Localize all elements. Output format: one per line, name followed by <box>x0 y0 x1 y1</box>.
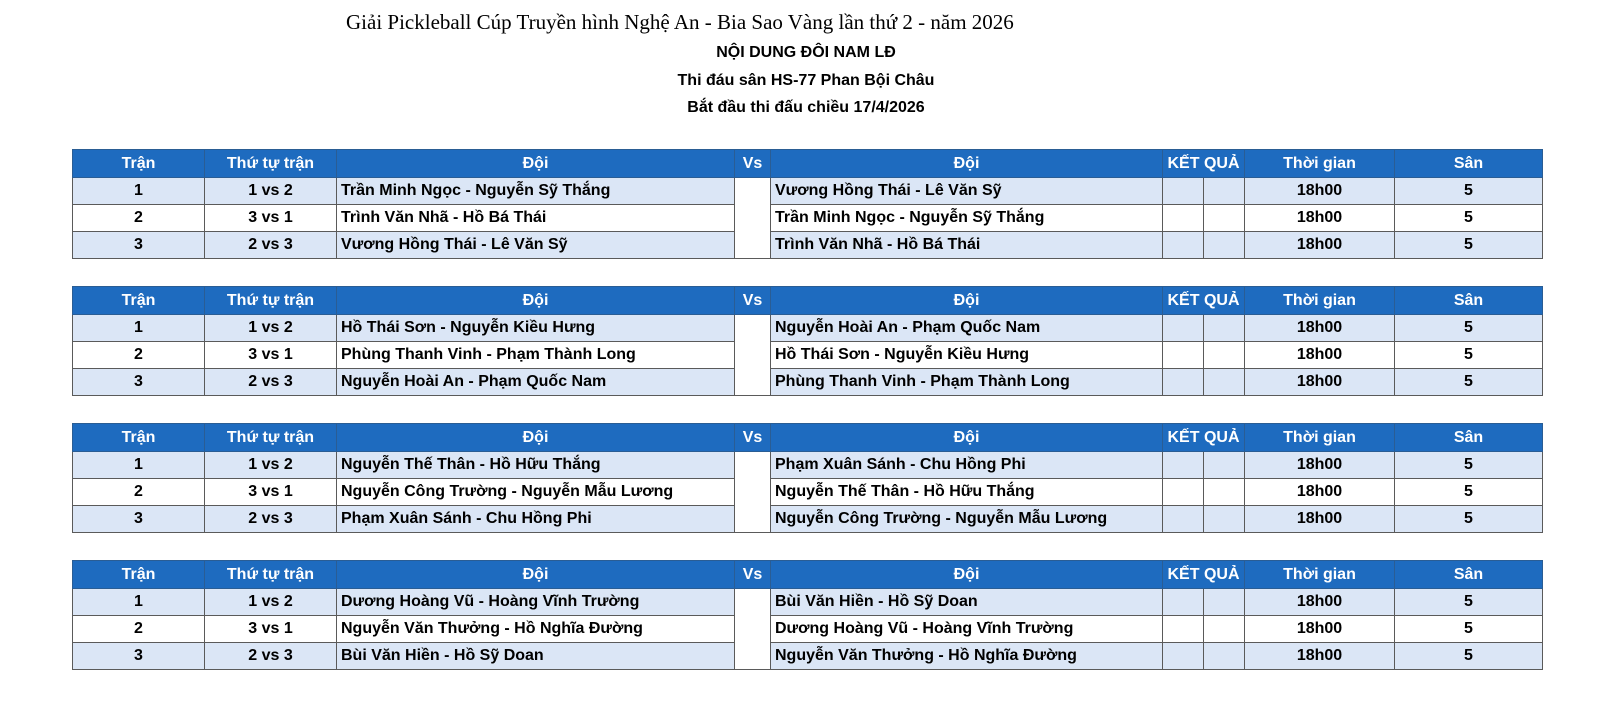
team-b: Phùng Thanh Vinh - Phạm Thành Long <box>771 369 1163 396</box>
table-row <box>73 178 1543 205</box>
court-number: 5 <box>1395 616 1543 643</box>
table-row <box>73 452 1543 479</box>
score-a-cell[interactable] <box>1163 205 1204 232</box>
col-court: Sân <box>1395 561 1543 589</box>
team-b: Hồ Thái Sơn - Nguyễn Kiều Hưng <box>771 342 1163 369</box>
col-team-a: Đội <box>337 287 735 315</box>
vs-cell <box>735 643 771 670</box>
match-number: 2 <box>73 342 205 369</box>
team-b: Nguyễn Công Trường - Nguyễn Mẫu Lương <box>771 506 1163 533</box>
match-number: 3 <box>73 369 205 396</box>
col-team-a: Đội <box>337 561 735 589</box>
score-b-cell[interactable] <box>1204 205 1245 232</box>
event-name: NỘI DUNG ĐÔI NAM LĐ <box>716 44 896 61</box>
table-header-row <box>73 150 1543 178</box>
col-order: Thứ tự trận <box>205 424 337 452</box>
col-court: Sân <box>1395 150 1543 178</box>
team-b: Nguyễn Văn Thưởng - Hồ Nghĩa Đường <box>771 643 1163 670</box>
score-a-cell[interactable] <box>1163 506 1204 533</box>
col-result: KẾT QUẢ <box>1163 287 1245 315</box>
score-a-cell[interactable] <box>1163 589 1204 616</box>
score-b-cell[interactable] <box>1204 452 1245 479</box>
team-a: Nguyễn Thế Thân - Hồ Hữu Thắng <box>337 452 735 479</box>
match-number: 2 <box>73 479 205 506</box>
col-result: KẾT QUẢ <box>1163 561 1245 589</box>
score-b-cell[interactable] <box>1204 369 1245 396</box>
team-b: Trần Minh Ngọc - Nguyễn Sỹ Thắng <box>771 205 1163 232</box>
table-row <box>73 479 1543 506</box>
score-a-cell[interactable] <box>1163 616 1204 643</box>
score-b-cell[interactable] <box>1204 479 1245 506</box>
team-b: Dương Hoàng Vũ - Hoàng Vĩnh Trường <box>771 616 1163 643</box>
vs-cell <box>735 506 771 533</box>
table-header-row <box>73 424 1543 452</box>
col-court: Sân <box>1395 287 1543 315</box>
score-a-cell[interactable] <box>1163 178 1204 205</box>
vs-cell <box>735 369 771 396</box>
match-order: 1 vs 2 <box>205 315 337 342</box>
score-b-cell[interactable] <box>1204 342 1245 369</box>
col-order: Thứ tự trận <box>205 561 337 589</box>
match-number: 2 <box>73 205 205 232</box>
match-order: 3 vs 1 <box>205 479 337 506</box>
team-a: Phạm Xuân Sánh - Chu Hồng Phi <box>337 506 735 533</box>
score-b-cell[interactable] <box>1204 178 1245 205</box>
court-number: 5 <box>1395 342 1543 369</box>
team-a: Bùi Văn Hiền - Hồ Sỹ Doan <box>337 643 735 670</box>
match-order: 2 vs 3 <box>205 232 337 259</box>
match-order: 1 vs 2 <box>205 178 337 205</box>
col-vs: Vs <box>735 287 771 315</box>
score-a-cell[interactable] <box>1163 369 1204 396</box>
col-team-b: Đội <box>771 150 1163 178</box>
col-team-b: Đội <box>771 287 1163 315</box>
match-time: 18h00 <box>1245 452 1395 479</box>
match-order: 2 vs 3 <box>205 643 337 670</box>
match-order: 1 vs 2 <box>205 452 337 479</box>
match-number: 1 <box>73 589 205 616</box>
team-a: Nguyễn Văn Thưởng - Hồ Nghĩa Đường <box>337 616 735 643</box>
team-a: Dương Hoàng Vũ - Hoàng Vĩnh Trường <box>337 589 735 616</box>
col-time: Thời gian <box>1245 561 1395 589</box>
table-row <box>73 232 1543 259</box>
score-b-cell[interactable] <box>1204 232 1245 259</box>
col-order: Thứ tự trận <box>205 287 337 315</box>
col-team-a: Đội <box>337 424 735 452</box>
col-time: Thời gian <box>1245 424 1395 452</box>
match-number: 3 <box>73 506 205 533</box>
team-a: Vương Hồng Thái - Lê Văn Sỹ <box>337 232 735 259</box>
team-a: Nguyễn Hoài An - Phạm Quốc Nam <box>337 369 735 396</box>
col-team-b: Đội <box>771 561 1163 589</box>
team-b: Vương Hồng Thái - Lê Văn Sỹ <box>771 178 1163 205</box>
team-b: Phạm Xuân Sánh - Chu Hồng Phi <box>771 452 1163 479</box>
score-b-cell[interactable] <box>1204 616 1245 643</box>
match-number: 1 <box>73 452 205 479</box>
table-header-row <box>73 287 1543 315</box>
court-number: 5 <box>1395 315 1543 342</box>
venue-line: Thi đáu sân HS-77 Phan Bội Châu <box>677 72 935 89</box>
vs-cell <box>735 589 771 616</box>
court-number: 5 <box>1395 479 1543 506</box>
score-a-cell[interactable] <box>1163 342 1204 369</box>
score-a-cell[interactable] <box>1163 643 1204 670</box>
score-a-cell[interactable] <box>1163 232 1204 259</box>
table-row <box>73 342 1543 369</box>
match-order: 2 vs 3 <box>205 506 337 533</box>
court-number: 5 <box>1395 232 1543 259</box>
schedule-table-group-4 <box>72 560 1543 670</box>
match-time: 18h00 <box>1245 506 1395 533</box>
match-order: 3 vs 1 <box>205 616 337 643</box>
court-number: 5 <box>1395 506 1543 533</box>
court-number: 5 <box>1395 643 1543 670</box>
team-a: Trần Minh Ngọc - Nguyễn Sỹ Thắng <box>337 178 735 205</box>
match-number: 1 <box>73 178 205 205</box>
col-order: Thứ tự trận <box>205 150 337 178</box>
col-vs: Vs <box>735 150 771 178</box>
vs-cell <box>735 342 771 369</box>
col-team-a: Đội <box>337 150 735 178</box>
match-time: 18h00 <box>1245 616 1395 643</box>
match-time: 18h00 <box>1245 342 1395 369</box>
team-a: Phùng Thanh Vinh - Phạm Thành Long <box>337 342 735 369</box>
schedule-table-group-1 <box>72 149 1543 259</box>
score-a-cell[interactable] <box>1163 315 1204 342</box>
col-result: KẾT QUẢ <box>1163 424 1245 452</box>
match-time: 18h00 <box>1245 479 1395 506</box>
table-row <box>73 506 1543 533</box>
team-b: Trình Văn Nhã - Hồ Bá Thái <box>771 232 1163 259</box>
score-b-cell[interactable] <box>1204 506 1245 533</box>
court-number: 5 <box>1395 589 1543 616</box>
table-row <box>73 369 1543 396</box>
col-result: KẾT QUẢ <box>1163 150 1245 178</box>
col-match: Trận <box>73 287 205 315</box>
team-b: Nguyễn Hoài An - Phạm Quốc Nam <box>771 315 1163 342</box>
team-a: Hồ Thái Sơn - Nguyễn Kiều Hưng <box>337 315 735 342</box>
start-date-line: Bắt đầu thi đấu chiều 17/4/2026 <box>687 99 925 116</box>
table-row <box>73 589 1543 616</box>
match-time: 18h00 <box>1245 178 1395 205</box>
vs-cell <box>735 205 771 232</box>
match-time: 18h00 <box>1245 205 1395 232</box>
score-b-cell[interactable] <box>1204 643 1245 670</box>
match-time: 18h00 <box>1245 369 1395 396</box>
col-vs: Vs <box>735 424 771 452</box>
vs-cell <box>735 232 771 259</box>
team-a: Trình Văn Nhã - Hồ Bá Thái <box>337 205 735 232</box>
vs-cell <box>735 479 771 506</box>
col-court: Sân <box>1395 424 1543 452</box>
col-vs: Vs <box>735 561 771 589</box>
table-header-row <box>73 561 1543 589</box>
match-order: 1 vs 2 <box>205 589 337 616</box>
match-time: 18h00 <box>1245 589 1395 616</box>
match-time: 18h00 <box>1245 643 1395 670</box>
tournament-title: Giải Pickleball Cúp Truyền hình Nghệ An - Bia Sao Vàng lần thứ 2 - năm 2026 <box>346 10 1014 34</box>
col-team-b: Đội <box>771 424 1163 452</box>
court-number: 5 <box>1395 369 1543 396</box>
schedule-table-group-2 <box>72 286 1543 396</box>
match-time: 18h00 <box>1245 232 1395 259</box>
col-match: Trận <box>73 150 205 178</box>
table-row <box>73 205 1543 232</box>
court-number: 5 <box>1395 205 1543 232</box>
match-time: 18h00 <box>1245 315 1395 342</box>
score-a-cell[interactable] <box>1163 479 1204 506</box>
vs-cell <box>735 616 771 643</box>
court-number: 5 <box>1395 178 1543 205</box>
score-b-cell[interactable] <box>1204 315 1245 342</box>
match-order: 2 vs 3 <box>205 369 337 396</box>
court-number: 5 <box>1395 452 1543 479</box>
col-match: Trận <box>73 561 205 589</box>
match-number: 3 <box>73 232 205 259</box>
team-b: Nguyễn Thế Thân - Hồ Hữu Thắng <box>771 479 1163 506</box>
table-row <box>73 315 1543 342</box>
score-a-cell[interactable] <box>1163 452 1204 479</box>
team-b: Bùi Văn Hiền - Hồ Sỹ Doan <box>771 589 1163 616</box>
match-number: 2 <box>73 616 205 643</box>
table-row <box>73 616 1543 643</box>
col-time: Thời gian <box>1245 150 1395 178</box>
vs-cell <box>735 452 771 479</box>
vs-cell <box>735 315 771 342</box>
match-order: 3 vs 1 <box>205 205 337 232</box>
match-order: 3 vs 1 <box>205 342 337 369</box>
match-number: 1 <box>73 315 205 342</box>
match-number: 3 <box>73 643 205 670</box>
team-a: Nguyễn Công Trường - Nguyễn Mẫu Lương <box>337 479 735 506</box>
score-b-cell[interactable] <box>1204 589 1245 616</box>
col-time: Thời gian <box>1245 287 1395 315</box>
schedule-table-group-3 <box>72 423 1543 533</box>
col-match: Trận <box>73 424 205 452</box>
vs-cell <box>735 178 771 205</box>
table-row <box>73 643 1543 670</box>
